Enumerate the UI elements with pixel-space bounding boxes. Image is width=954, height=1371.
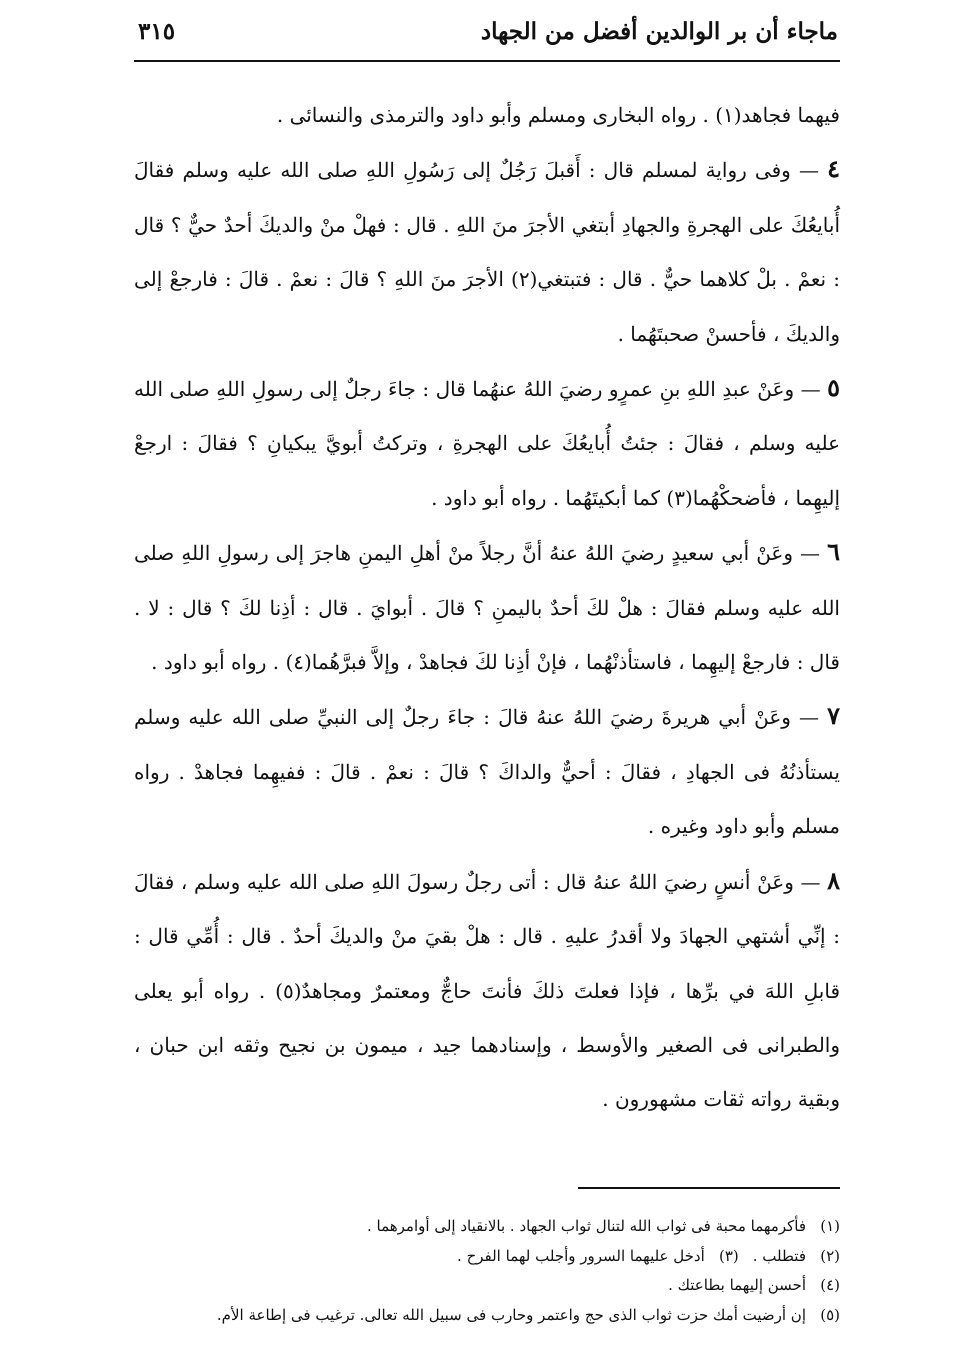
footnote-divider (578, 1187, 840, 1189)
hadith-number: ٨ (827, 865, 840, 895)
paragraph-text: — وعَنْ عبدِ اللهِ بنِ عمرٍو رضيَ اللهُ عنهُما قال : جاءَ رجلٌ إلى رسولِ اللهِ صلى الله عليه وسلم ، فقالَ : جئتُ أُبايعُكَ على الهجرةِ ، وتركتُ أبويَّ يبكيانِ ؟ فقالَ : ارجعْ إليهِما ، فأضحكْهُما(٣) كما أبكيتَهُما . رواه أبو داود . (134, 377, 840, 510)
footnote-number: (٥) (820, 1305, 840, 1324)
footnote-item (134, 1301, 840, 1331)
page-header (138, 14, 838, 54)
footnote-item (134, 1271, 840, 1301)
hadith-paragraph-5 (134, 361, 840, 525)
running-title: ماجاء أن بر الوالدين أفضل من الجهاد (480, 18, 838, 45)
footnote-text: إن أرضيت أمك حزت ثواب الذى حج واعتمر وحارب فى سبيل الله تعالى. ترغيب فى إطاعة الأم. (216, 1305, 806, 1324)
footnote-number: (٢) (820, 1246, 840, 1265)
hadith-number: ٤ (827, 154, 840, 184)
paragraph-continuation (134, 88, 840, 142)
hadith-number: ٦ (827, 537, 840, 567)
hadith-paragraph-4 (134, 142, 840, 361)
footnote-number: (٤) (820, 1276, 840, 1294)
hadith-paragraph-8 (134, 854, 840, 1127)
footnote-number: (١) (820, 1217, 840, 1235)
footnote-text: أدخل عليهما السرور وأجلب لهما الفرح . (457, 1246, 705, 1265)
footnote-text: أحسن إليهما بطاعتك . (668, 1276, 806, 1294)
footnote-item (134, 1242, 840, 1272)
paragraph-text: — وعَنْ أبي سعيدٍ رضيَ اللهُ عنهُ أنَّ رجلاً منْ أهلِ اليمنِ هاجرَ إلى رسولِ اللهِ صلى الله عليه وسلم فقالَ : هلْ لكَ أحدٌ باليمنِ ؟ قالَ . أبوايَ . قال : أذِنا لكَ ؟ قال : لا . قال : فارجعْ إليهِما ، فاستأذنْهُما ، فإنْ أذِنا لكَ فجاهدْ ، وإلاَّ فبرَّهُما(٤) . رواه أبو داود . (134, 541, 840, 675)
footnote-text: فتطلب . (752, 1246, 806, 1265)
page-number: ٣١٥ (138, 18, 176, 45)
footnote-number: (٣) (718, 1246, 739, 1265)
footnote-item (134, 1212, 840, 1242)
paragraph-text: — وعَنْ أبي هريرةَ رضيَ اللهُ عنهُ قالَ : جاءَ رجلٌ إلى النبيِّ صلى الله عليه وسلم يستأذنُهُ فى الجهادِ ، فقالَ : أحيٌّ والداكَ ؟ قالَ : نعمْ . قالَ : ففيهِما فجاهدْ . رواه مسلم وأبو داود وغيره . (134, 705, 840, 839)
footnote-text: فأكرمهما محبة فى ثواب الله لتنال ثواب الجهاد . بالانقياد إلى أوامرهما . (366, 1217, 806, 1235)
paragraph-text: فيهما فجاهد(١) . رواه البخارى ومسلم وأبو داود والترمذى والنسائى . (276, 103, 840, 127)
footnotes (134, 1212, 840, 1330)
hadith-paragraph-7 (134, 689, 840, 853)
hadith-number: ٧ (827, 701, 840, 731)
header-divider (134, 60, 840, 62)
hadith-number: ٥ (827, 373, 840, 403)
paragraph-text: — وفى رواية لمسلم قال : أَقبلَ رَجُلٌ إلى رَسُولِ اللهِ صلى الله عليه وسلم فقالَ أُبايعُكَ على الهجرةِ والجهادِ أبتغي الأجرَ منَ اللهِ . قال : فهلْ منْ والديكَ أحدٌ حيٌّ ؟ قال : نعمْ . بلْ كلاهما حيٌّ . قال : فتبتغي(٢) الأجرَ منَ اللهِ ؟ قالَ : نعمْ . قالَ : فارجعْ إلى والديكَ ، فأحسنْ صحبتَهُما . (134, 158, 841, 346)
paragraph-text: — وعَنْ أنسٍ رضيَ اللهُ عنهُ قال : أتى رجلٌ رسولَ اللهِ صلى الله عليه وسلم ، فقالَ : إنِّي أشتهي الجهادَ ولا أقدرُ عليهِ . قال : هلْ بقيَ منْ والديكَ أحدٌ . قال : أُمِّي قال : قابلِ اللهَ في برِّها ، فإذا فعلتَ ذلكَ فأنتَ حاجٌّ ومعتمرٌ ومجاهدٌ(٥) . رواه أبو يعلى والطبرانى فى الصغير والأوسط ، وإسنادهما جيد ، ميمون بن نجيح وثقه ابن حبان ، وبقية رواته ثقات مشهورون . (134, 869, 841, 1112)
main-text (134, 88, 840, 1127)
hadith-paragraph-6 (134, 525, 840, 689)
